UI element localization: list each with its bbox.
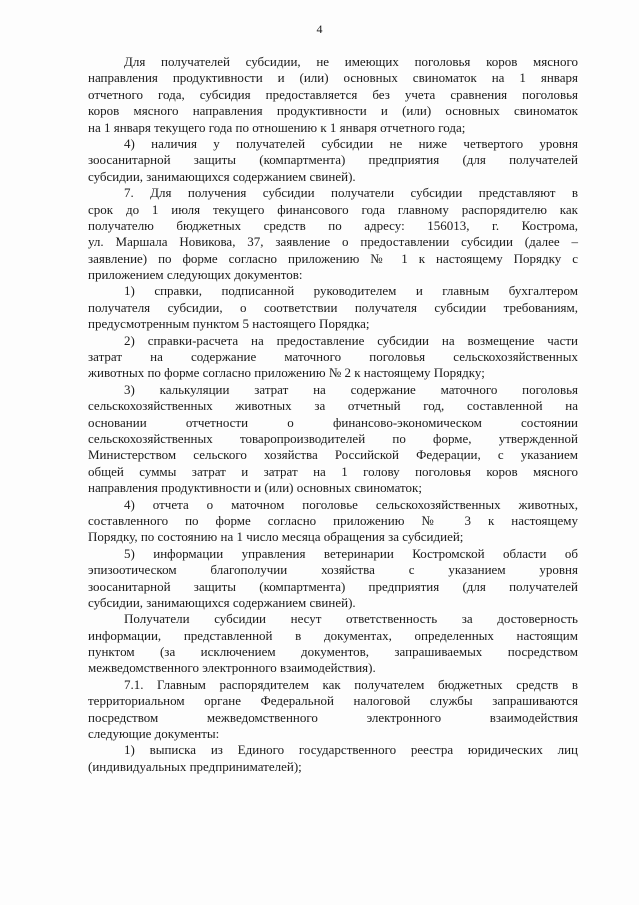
text-line: приложением следующих документов: [88,267,303,283]
text-line: затрат на содержание маточного поголовья сельскохозяйственных [88,349,578,365]
text-line: направления продуктивности и (или) основных свиноматок на 1 января [88,70,578,86]
text-line: зоосанитарной защиты (компартмента) предприятия (для получателей [88,152,578,168]
text-line: Министерством сельского хозяйства Российской Федерации, с указанием [88,447,578,463]
text-line: основании отчетности о финансово-экономическом состоянии [88,414,578,430]
text-line: предусмотренным пунктом 5 настоящего Порядка; [88,316,370,332]
text-line: субсидии, занимающихся содержанием свиней). [88,594,356,610]
page-number: 4 [316,22,323,36]
text-line: 4) отчета о маточном поголовье сельскохозяйственных животных, [124,496,578,512]
text-line: животных по форме согласно приложению № 2 к настоящему Порядку; [88,365,485,381]
text-line: коров мясного направления продуктивности и (или) основных свиноматок [88,103,578,119]
text-line: субсидии, занимающихся содержанием свиней). [88,168,356,184]
text-line: информации, представленной в документах, определенных настоящим [88,627,578,643]
text-line: ул. Маршала Новикова, 37, заявление о предоставлении субсидии (далее – [88,234,578,250]
text-line: 7.1. Главным распорядителем как получателем бюджетных средств в [124,676,578,692]
text-line: 4) наличия у получателей субсидии не ниже четвертого уровня [124,135,578,151]
text-line: 2) справки-расчета на предоставление субсидии на возмещение части [124,332,578,348]
text-line: территориальном органе Федеральной налоговой службы запрашиваются [88,693,578,709]
text-line: 7. Для получения субсидии получатели субсидии представляют в [124,185,578,201]
text-line: 1) справки, подписанной руководителем и главным бухгалтером [124,283,578,299]
text-line: пунктом (за исключением документов, запрашиваемых посредством [88,644,578,660]
text-line: общей суммы затрат и затрат на 1 голову поголовья коров мясного [88,463,578,479]
text-line: межведомственного электронного взаимодействия). [88,660,376,676]
text-line: эпизоотическом благополучии хозяйства с указанием уровня [88,562,578,578]
text-line: 3) калькуляции затрат на содержание маточного поголовья [124,381,578,397]
text-line: составленного по форме согласно приложению № 3 к настоящему [88,512,578,528]
text-line: Порядку, по состоянию на 1 число месяца обращения за субсидией; [88,529,464,545]
text-line: заявление) по форме согласно приложению № 1 к настоящему Порядку с [88,250,578,266]
text-line: срок до 1 июля текущего финансового года главному распорядителю как [88,201,578,217]
text-line: 5) информации управления ветеринарии Костромской области об [124,545,578,561]
text-line: 1) выписка из Единого государственного реестра юридических лиц [124,742,578,758]
text-line: посредством межведомственного электронного взаимодействия [88,709,578,725]
document-body [88,54,578,775]
text-line: сельскохозяйственных животных за отчетный год, составленной на [88,398,578,414]
text-line: Получатели субсидии несут ответственность за достоверность [124,611,578,627]
text-line: отчетного года, субсидия предоставляется без учета сравнения поголовья [88,86,578,102]
text-line: зоосанитарной защиты (компартмента) предприятия (для получателей [88,578,578,594]
text-line: Для получателей субсидии, не имеющих поголовья коров мясного [124,54,578,69]
text-line: на 1 января текущего года по отношению к 1 января отчетного года; [88,119,466,135]
text-line: следующие документы: [88,726,220,742]
text-line: (индивидуальных предпринимателей); [88,758,302,774]
text-line: получателю бюджетных средств по адресу: 156013, г. Кострома, [88,217,578,233]
text-line: сельскохозяйственных товаропроизводителей по форме, утвержденной [88,430,578,446]
text-line: направления продуктивности и (или) основных свиноматок; [88,480,422,496]
text-line: получателя субсидии, о соответствии получателя субсидии требованиям, [88,299,578,315]
